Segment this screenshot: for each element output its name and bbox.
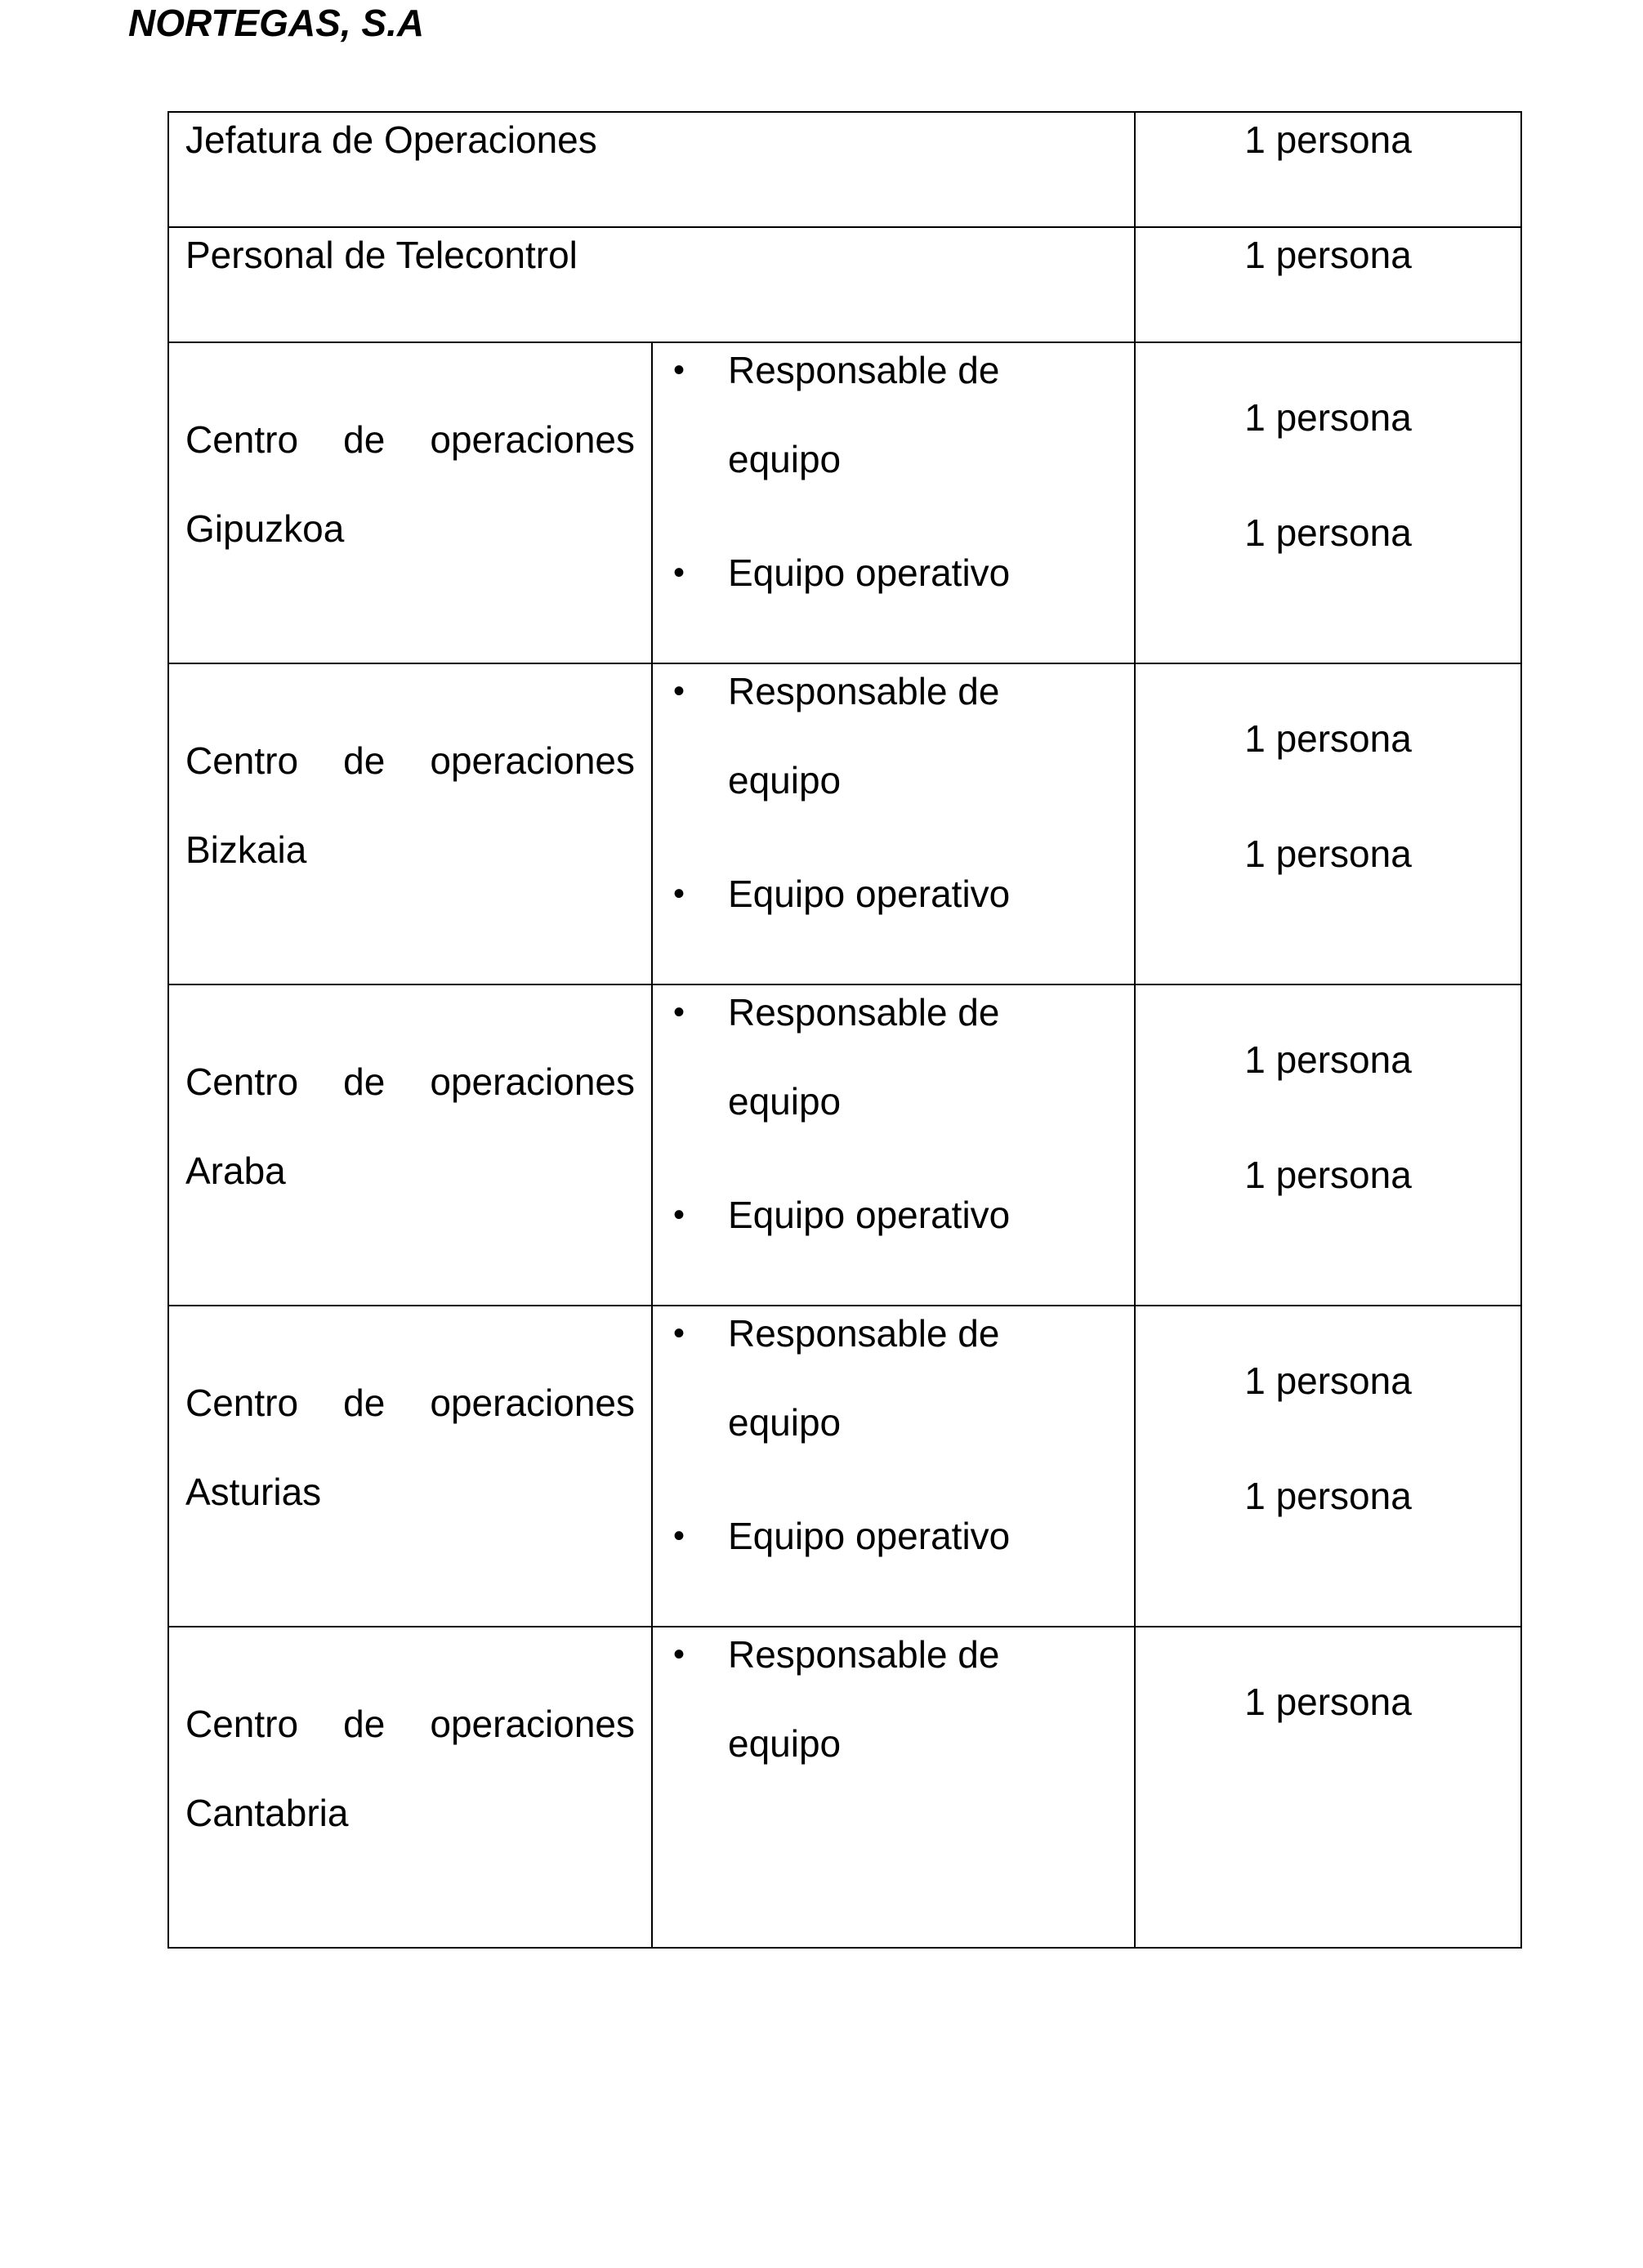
bullet-icon: •: [672, 1315, 685, 1351]
role-label: Responsable de equipo: [728, 991, 1000, 1123]
counts-list: [1136, 664, 1520, 876]
center-name-line2: Gipuzkoa: [185, 507, 345, 550]
count-value: 1 persona: [1244, 1359, 1412, 1402]
table-row-telecontrol: [168, 227, 1521, 342]
center-name-line2: Bizkaia: [185, 828, 307, 871]
cell-center-name: [168, 1627, 652, 1948]
cell-telecontrol-label: [168, 227, 1135, 342]
table-row-jefatura: [168, 112, 1521, 227]
cell-center-name: [168, 984, 652, 1306]
role-label: Equipo operativo: [728, 551, 1011, 594]
role-label: Responsable de equipo: [728, 670, 1000, 801]
table-row-center: [168, 342, 1521, 663]
count-value: 1 persona: [1244, 1681, 1412, 1723]
count-value: 1 persona: [1244, 396, 1412, 439]
table-row-center: [168, 1306, 1521, 1627]
cell-center-roles: [652, 1306, 1135, 1627]
cell-center-roles: [652, 984, 1135, 1306]
bullet-icon: •: [672, 673, 685, 709]
cell-center-roles: [652, 342, 1135, 663]
cell-telecontrol-count: [1135, 227, 1521, 342]
cell-center-name: [168, 342, 652, 663]
role-label: Responsable de equipo: [728, 349, 1000, 480]
bullet-icon: •: [672, 876, 685, 912]
roles-list: [653, 664, 1134, 939]
cell-jefatura-label: [168, 112, 1135, 227]
count-value: 1 persona: [1244, 1475, 1412, 1517]
center-name: [169, 343, 651, 574]
role-label: Equipo operativo: [728, 873, 1011, 915]
table-row-center: [168, 1627, 1521, 1948]
role-item: [653, 326, 1134, 504]
role-item: [653, 647, 1134, 825]
cell-center-roles: [652, 663, 1135, 984]
company-header: NORTEGAS, S.A: [128, 2, 425, 44]
bullet-icon: •: [672, 994, 685, 1030]
count-value: 1 persona: [1244, 833, 1412, 875]
role-item: [653, 529, 1134, 618]
table-row-center: [168, 984, 1521, 1306]
jefatura-label: Jefatura de Operaciones: [185, 118, 597, 161]
role-label: Equipo operativo: [728, 1194, 1011, 1236]
telecontrol-count: 1 persona: [1244, 234, 1412, 276]
role-label: Responsable de equipo: [728, 1312, 1000, 1444]
cell-center-counts: [1135, 1306, 1521, 1627]
center-name-line2: Araba: [185, 1150, 286, 1192]
bullet-icon: •: [672, 1518, 685, 1554]
roles-list: [653, 1306, 1134, 1581]
cell-center-counts: [1135, 663, 1521, 984]
bullet-icon: •: [672, 1197, 685, 1233]
roles-list: [653, 1627, 1134, 1788]
cell-center-counts: [1135, 342, 1521, 663]
telecontrol-label: Personal de Telecontrol: [185, 234, 578, 276]
cell-center-name: [168, 663, 652, 984]
center-name-line1: Centro de operaciones: [185, 739, 635, 782]
role-label: Responsable de equipo: [728, 1633, 1000, 1765]
bullet-icon: •: [672, 555, 685, 591]
role-item: [653, 968, 1134, 1146]
center-name-line1: Centro de operaciones: [185, 1060, 635, 1103]
count-value: 1 persona: [1244, 1038, 1412, 1081]
role-item: [653, 1610, 1134, 1788]
center-name-line2: Cantabria: [185, 1792, 349, 1834]
table-row-center: [168, 663, 1521, 984]
center-name-line1: Centro de operaciones: [185, 1382, 635, 1424]
role-label: Equipo operativo: [728, 1515, 1011, 1557]
center-name: [169, 1627, 651, 1858]
roles-list: [653, 985, 1134, 1260]
center-name-line2: Asturias: [185, 1471, 322, 1513]
role-item: [653, 1171, 1134, 1260]
count-value: 1 persona: [1244, 511, 1412, 554]
staff-table: [167, 111, 1522, 1949]
role-item: [653, 850, 1134, 939]
count-value: 1 persona: [1244, 1154, 1412, 1196]
cell-center-roles: [652, 1627, 1135, 1948]
role-item: [653, 1492, 1134, 1581]
cell-center-name: [168, 1306, 652, 1627]
cell-center-counts: [1135, 984, 1521, 1306]
cell-jefatura-count: [1135, 112, 1521, 227]
counts-list: [1136, 1627, 1520, 1724]
counts-list: [1136, 343, 1520, 555]
center-name-line1: Centro de operaciones: [185, 418, 635, 461]
cell-center-counts: [1135, 1627, 1521, 1948]
bullet-icon: •: [672, 352, 685, 388]
jefatura-count: 1 persona: [1244, 118, 1412, 161]
center-name: [169, 1306, 651, 1537]
bullet-icon: •: [672, 1636, 685, 1672]
count-value: 1 persona: [1244, 717, 1412, 760]
counts-list: [1136, 1306, 1520, 1518]
roles-list: [653, 343, 1134, 618]
center-name: [169, 985, 651, 1216]
counts-list: [1136, 985, 1520, 1197]
center-name: [169, 664, 651, 895]
center-name-line1: Centro de operaciones: [185, 1703, 635, 1745]
role-item: [653, 1289, 1134, 1467]
